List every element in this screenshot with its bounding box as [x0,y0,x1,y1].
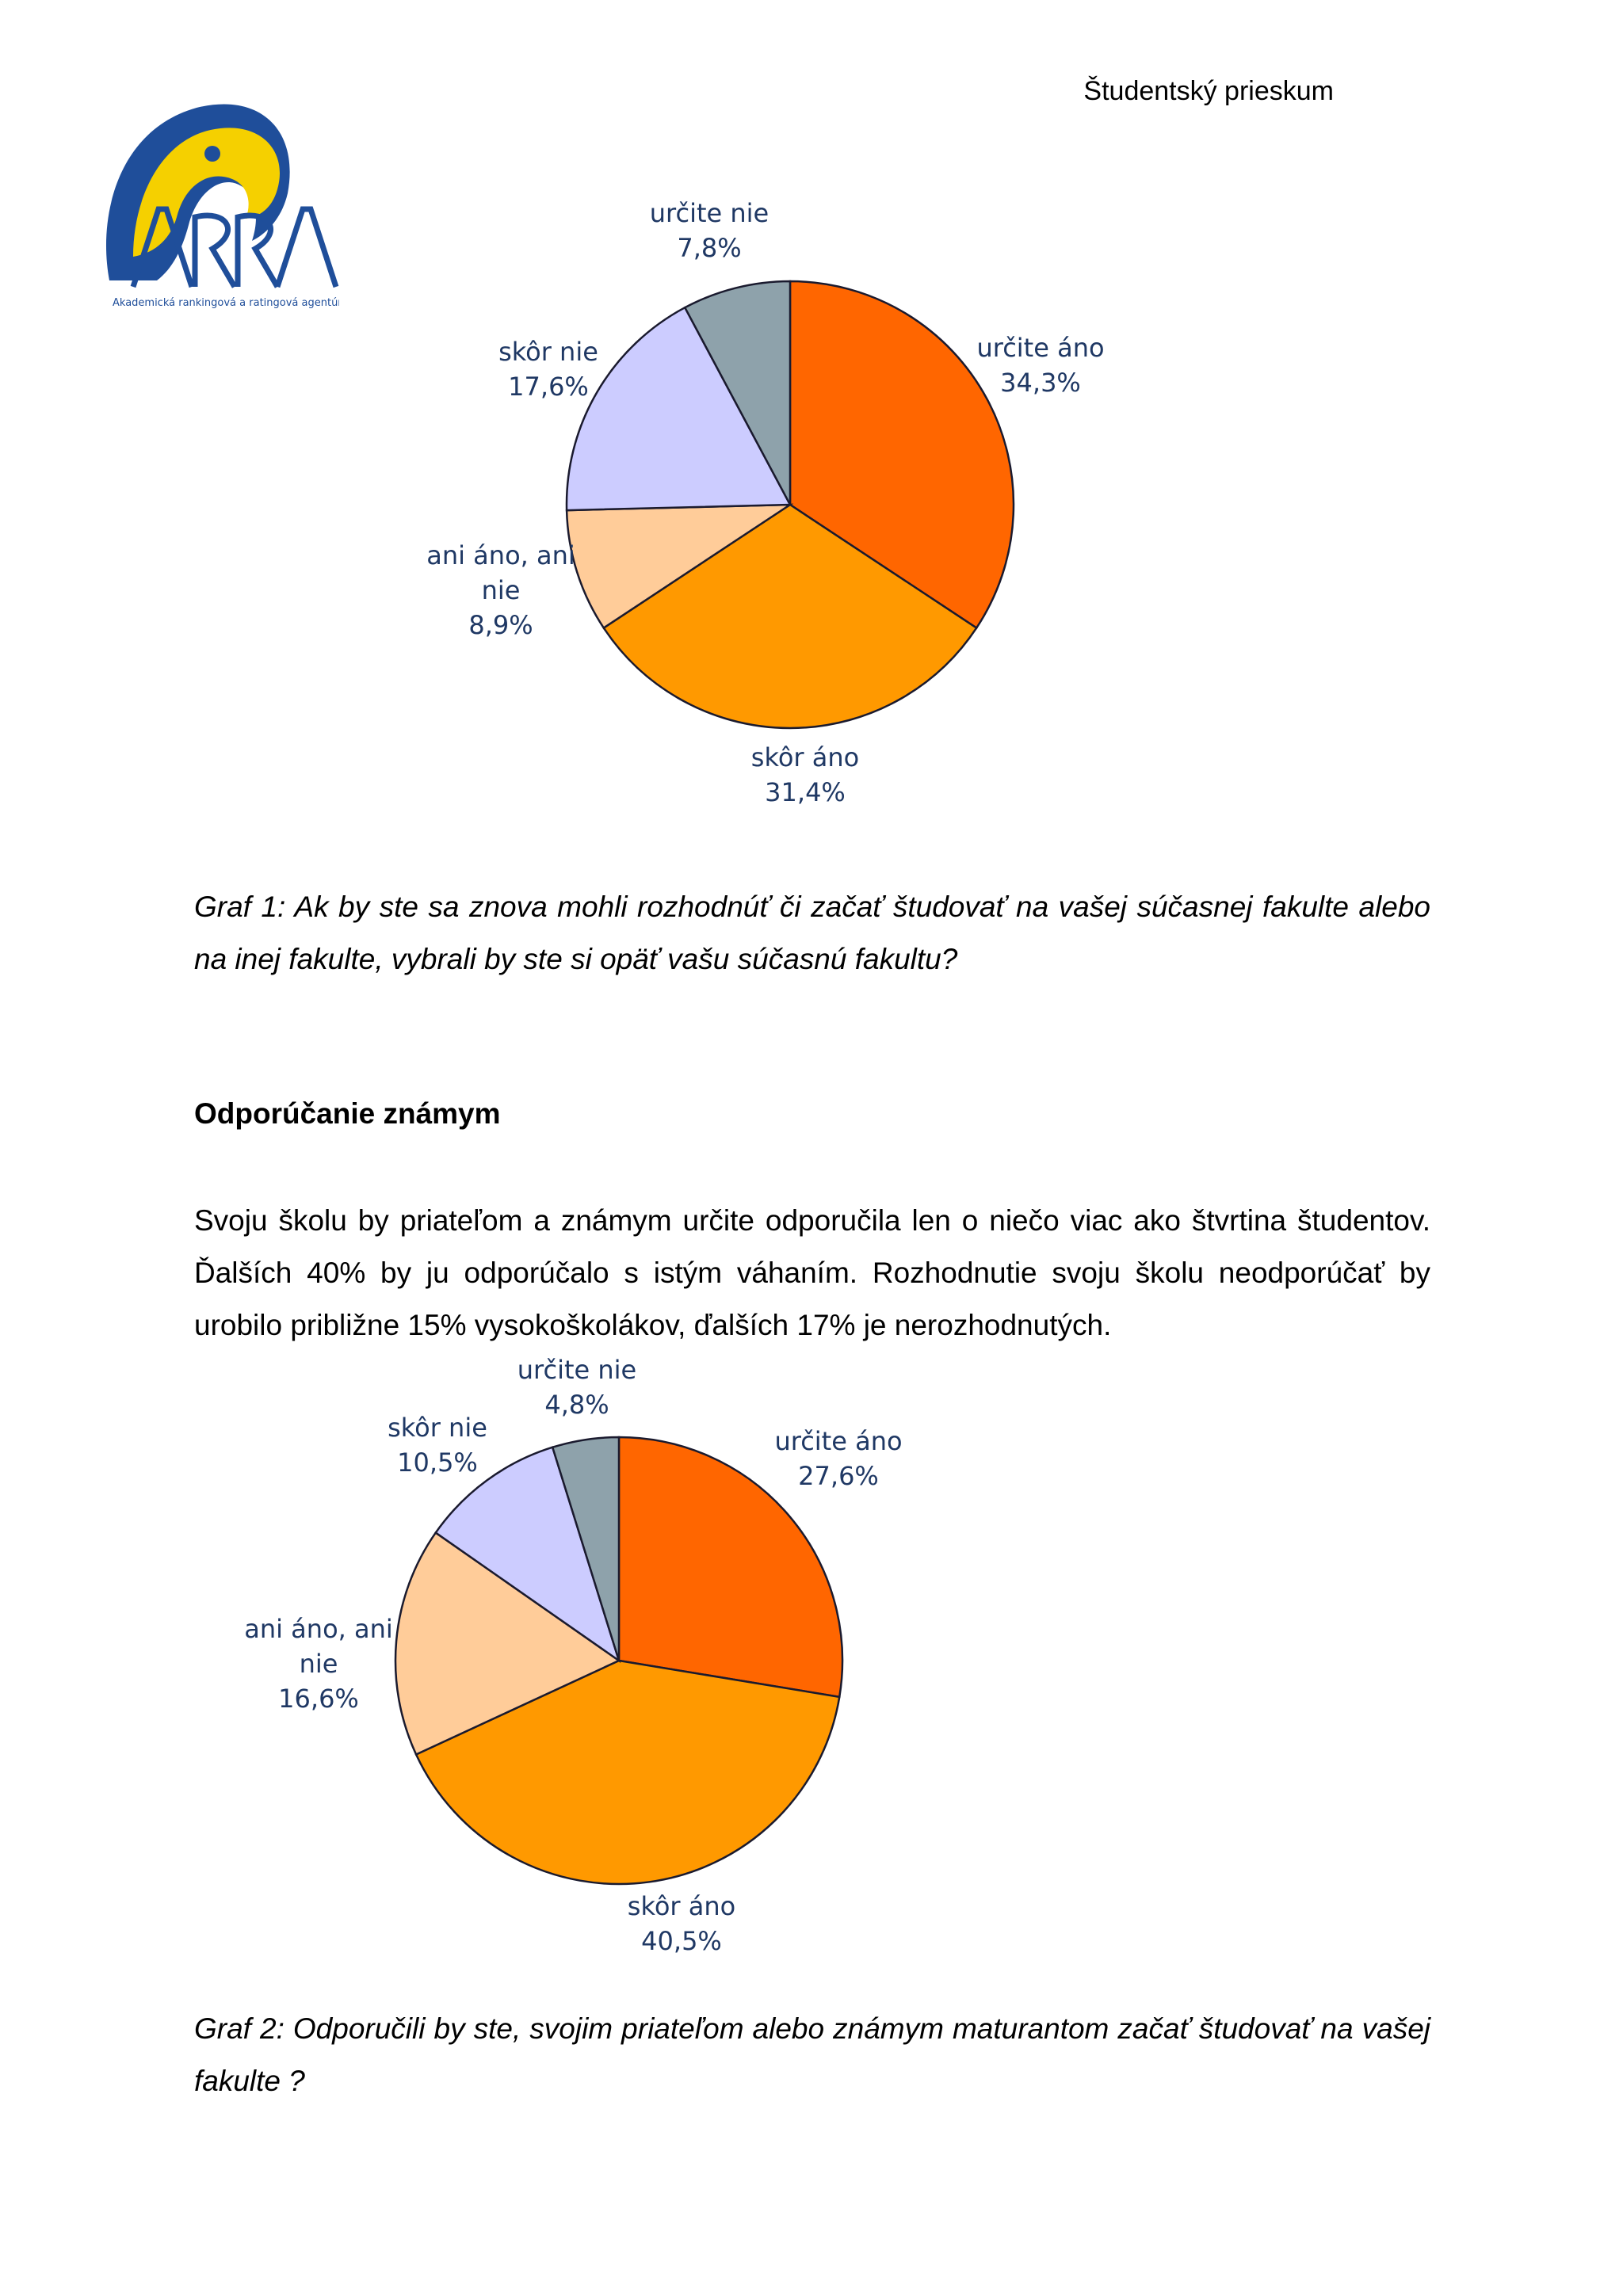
pie-label-urcite-nie: určite nie 7,8% [649,198,769,263]
logo-tagline: Akademická rankingová a ratingová agentúra [113,297,339,309]
pie-label-skor-ano: skôr áno 31,4% [750,742,860,807]
chart-caption-2: Graf 2: Odporučili by ste, svojim priateľom alebo známym maturantom začať študovať na vašej fakulte ? [194,2012,1430,2097]
pie-label-skor-ano: skôr áno 40,5% [627,1891,736,1956]
pie-label-skor-nie: skôr nie 10,5% [388,1413,487,1478]
pie-label-urcite-ano: určite áno 27,6% [774,1426,903,1491]
pie-chart-2-svg [0,1331,1623,1981]
document-header-title: Študentský prieskum [1083,76,1334,106]
chart-caption-1: Graf 1: Ak by ste sa znova mohli rozhodnúť či začať študovať na vašej súčasnej fakulte alebo na inej fakulte, vybrali by ste si opäť vašu súčasnú fakultu? [194,891,1430,975]
pie-label-urcite-nie: určite nie 4,8% [517,1355,637,1420]
pie-chart-1-svg [0,182,1623,832]
pie-chart-1 [0,182,1623,832]
pie-chart-2 [0,1331,1623,1981]
section-heading: Odporúčanie známym [194,1097,501,1130]
pie-label-ani-ano-ani-nie: ani áno, ani nie 8,9% [426,540,575,640]
pie-label-skor-nie: skôr nie 17,6% [498,337,598,402]
pie-label-ani-ano-ani-nie: ani áno, ani nie 16,6% [244,1614,393,1714]
section-paragraph: Svoju školu by priateľom a známym určite odporučila len o niečo viac ako štvrtina študentov. Ďalších 40% by ju odporúčalo s istým váhaním. Rozhodnutie svoju školu neodporúčať by urobilo približne 15% vysokoškolákov, ďalších 17% je nerozhodnutých. [194,1204,1430,1341]
pie-label-urcite-ano: určite áno 34,3% [976,333,1105,398]
